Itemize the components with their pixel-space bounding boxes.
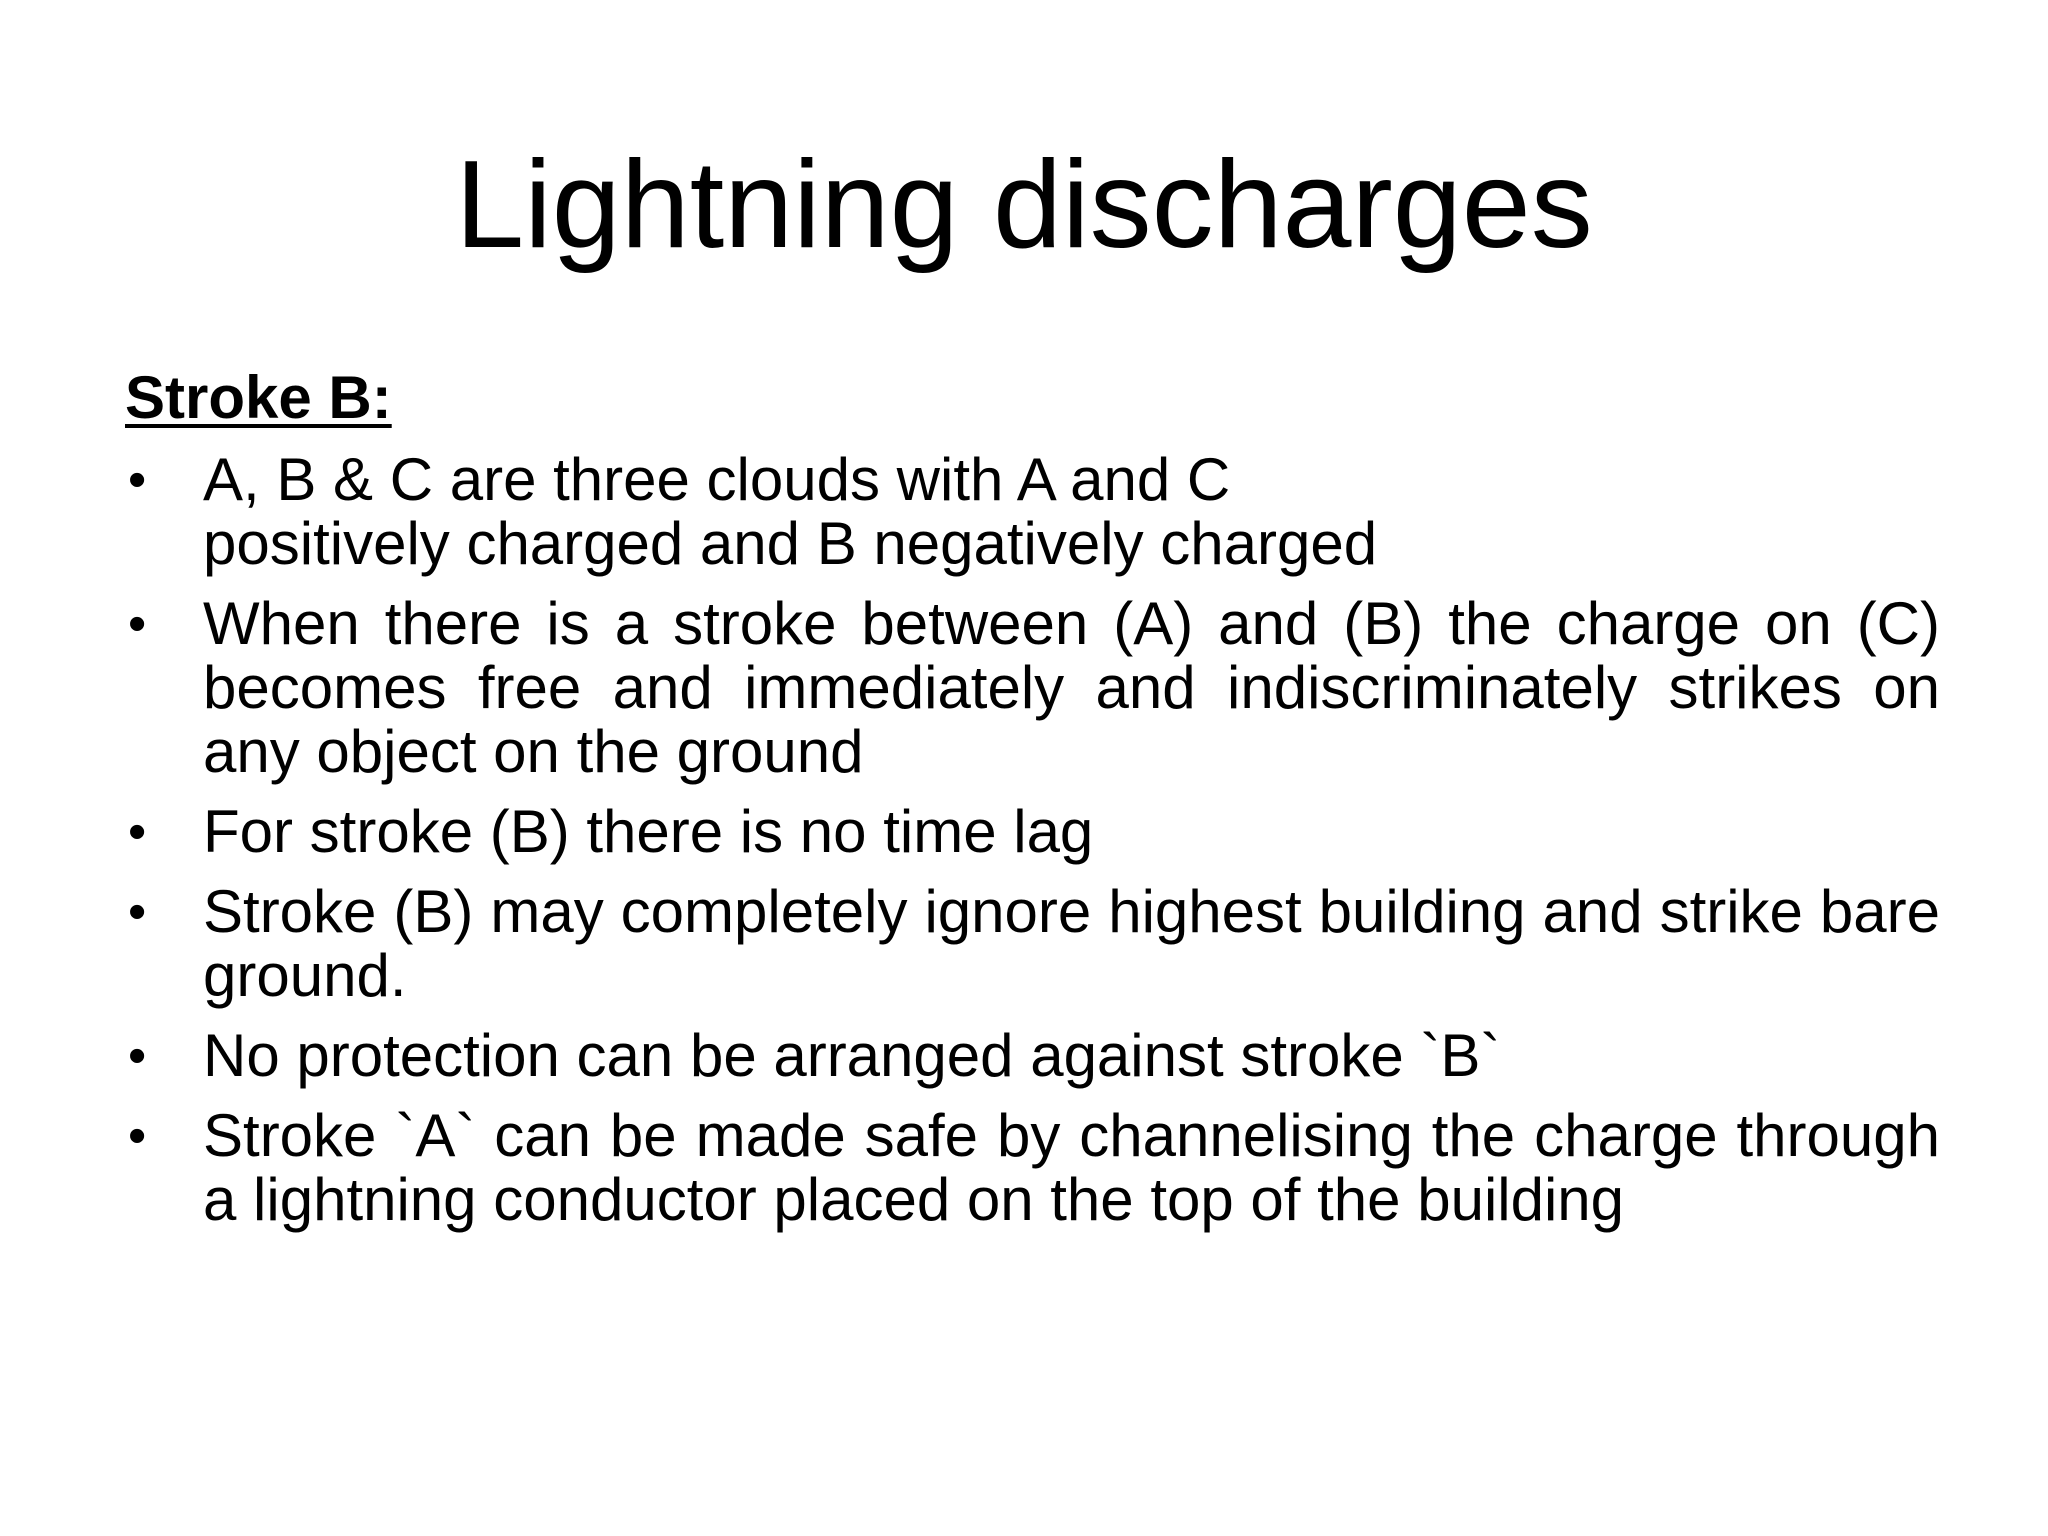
bullet-dot-icon: • xyxy=(128,883,147,941)
bullet-list xyxy=(125,448,1940,1248)
bullet-text: For stroke (B) there is no time lag xyxy=(203,798,1094,865)
bullet-item xyxy=(125,592,1940,784)
bullet-item xyxy=(125,880,1940,1008)
bullet-text: When there is a stroke between (A) and (B) the charge on (C) becomes free and immediately and indiscriminately strikes on any object on the ground xyxy=(203,590,1940,785)
bullet-dot-icon: • xyxy=(128,1107,147,1165)
bullet-item xyxy=(125,800,1940,864)
bullet-dot-icon: • xyxy=(128,595,147,653)
bullet-dot-icon: • xyxy=(128,803,147,861)
bullet-text: No protection can be arranged against stroke `B` xyxy=(203,1022,1501,1089)
bullet-text: Stroke (B) may completely ignore highest building and strike bare ground. xyxy=(203,878,1940,1009)
bullet-item xyxy=(125,448,1403,576)
slide-title: Lightning discharges xyxy=(455,136,1593,274)
bullet-item xyxy=(125,1024,1940,1088)
subheading: Stroke B: xyxy=(125,364,392,431)
bullet-dot-icon: • xyxy=(128,1027,147,1085)
bullet-item xyxy=(125,1104,1940,1232)
bullet-text: Stroke `A` can be made safe by channelising the charge through a lightning conductor placed on the top of the building xyxy=(203,1102,1940,1233)
bullet-text: A, B & C are three clouds with A and C positively charged and B negatively charged xyxy=(203,446,1378,577)
bullet-dot-icon: • xyxy=(128,451,147,509)
